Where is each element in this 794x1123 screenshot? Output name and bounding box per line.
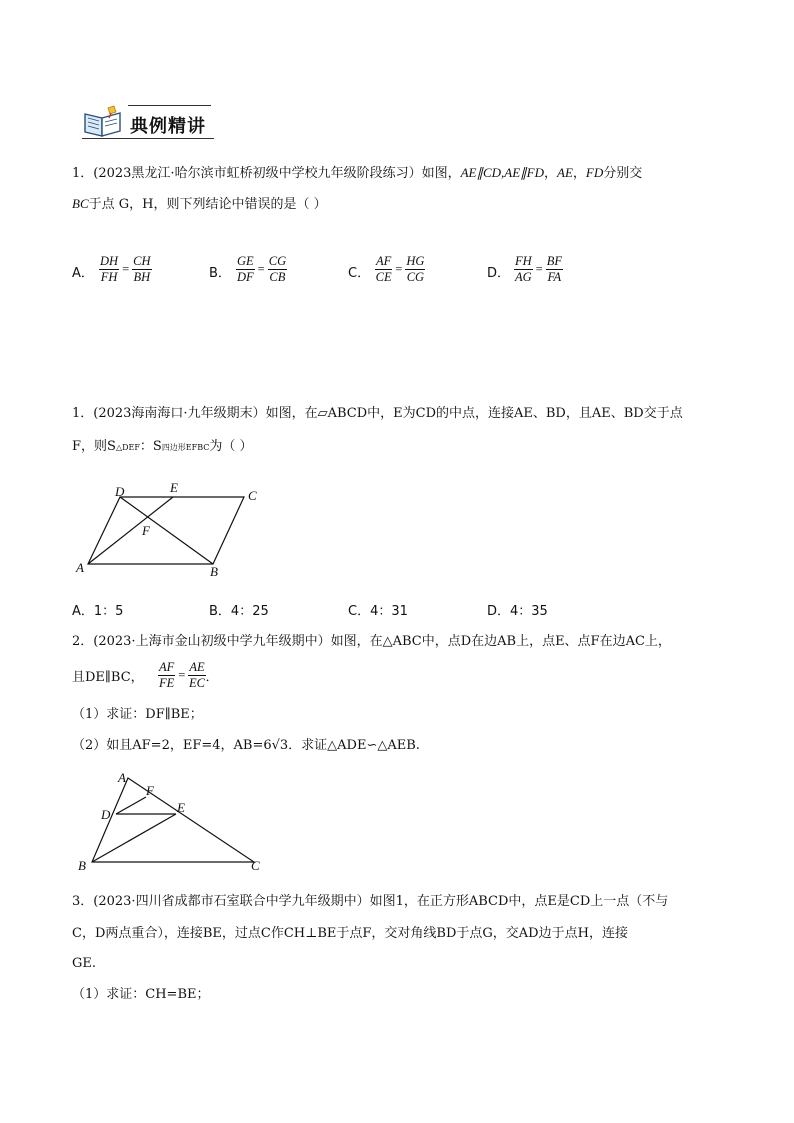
label-d: D — [101, 807, 111, 822]
label-c: C — [248, 488, 257, 503]
label-d: D — [115, 484, 125, 499]
q1b-line1: 1．(2023海南海口·九年级期末）如图，在▱ABCD中，E为CD的中点，连接AE、BD，且AE、BD交于点 — [72, 406, 683, 421]
q2-part1: （1）求证：DF∥BE； — [72, 707, 203, 722]
segment-ae — [88, 497, 173, 564]
label-b: B — [210, 564, 218, 579]
triangle-abc — [92, 778, 254, 862]
q1a-line2: BC于点 G，H，则下列结论中错误的是（ ） — [72, 196, 327, 212]
q1b-option-c[interactable]: C．4：31 — [348, 604, 408, 619]
q2-ratio-equation: $\frac{AF}{FE}$ = $\frac{AE}{EC}$ ． — [159, 660, 219, 690]
q1a-option-b-label[interactable]: B． — [209, 266, 231, 281]
q3-line2: C，D两点重合），连接BE，过点C作CH⊥BE于点F，交对角线BD于点G，交AD边于点H，连接 — [72, 926, 628, 941]
q1a-option-d-fraction: $\frac{FH}{AG}$ = $\frac{BF}{FA}$ — [515, 254, 563, 284]
q1a-option-c-fraction: $\frac{AF}{CE}$ = $\frac{HG}{CG}$ — [375, 254, 425, 284]
q1a-option-c-label[interactable]: C． — [348, 266, 371, 281]
q3-line1: 3．(2023·四川省成都市石室联合中学九年级期中）如图1，在正方形ABCD中，点E是CD上一点（不与 — [72, 894, 669, 909]
open-book-icon — [82, 104, 124, 138]
q1a-option-a-fraction: $\frac{DH}{FH}$ = $\frac{CH}{BH}$ — [100, 254, 151, 284]
header-rule-top — [128, 105, 211, 106]
q2-line2-text: 且DE∥BC， — [72, 670, 144, 685]
q3-line3: GE. — [72, 956, 97, 971]
q1b-option-d[interactable]: D．4：35 — [487, 604, 548, 619]
q1a-option-a-label[interactable]: A． — [72, 266, 94, 281]
section-title: 典例精讲 — [130, 116, 206, 137]
label-b: B — [78, 858, 86, 872]
label-e: E — [170, 480, 178, 495]
label-a: A — [76, 560, 84, 575]
label-e: E — [177, 800, 185, 815]
q1a-option-b-fraction: $\frac{GE}{DF}$ = $\frac{CG}{CB}$ — [237, 254, 287, 284]
triangle-figure — [72, 768, 272, 872]
segment-bd — [120, 497, 213, 564]
label-a: A — [118, 770, 126, 785]
label-f: F — [146, 783, 154, 798]
q1a-line1: 1．(2023黑龙江·哈尔滨市虹桥初级中学校九年级阶段练习）如图，AE∥CD,AE∥FD，AE，FD分别交 — [72, 165, 643, 181]
header-rule-bottom — [82, 138, 214, 139]
q1b-line2: F，则S△DEF：S四边形EFBC为（ ） — [72, 439, 253, 454]
q2-line1: 2．(2023·上海市金山初级中学九年级期中）如图，在△ABC中，点D在边AB上，点E、点F在边AC上， — [72, 634, 671, 649]
q1a-option-d-label[interactable]: D． — [487, 266, 511, 281]
label-c: C — [251, 858, 260, 872]
label-f: F — [142, 523, 150, 538]
parallelogram-figure — [72, 480, 272, 580]
q2-part2: （2）如且AF=2，EF=4，AB=6√3．求证△ADE∽△AEB. — [72, 738, 420, 753]
q3-part1: （1）求证：CH=BE； — [72, 987, 210, 1002]
q1b-option-b[interactable]: B．4：25 — [209, 604, 269, 619]
q1b-option-a[interactable]: A．1：5 — [72, 604, 124, 619]
segment-df — [116, 797, 146, 814]
